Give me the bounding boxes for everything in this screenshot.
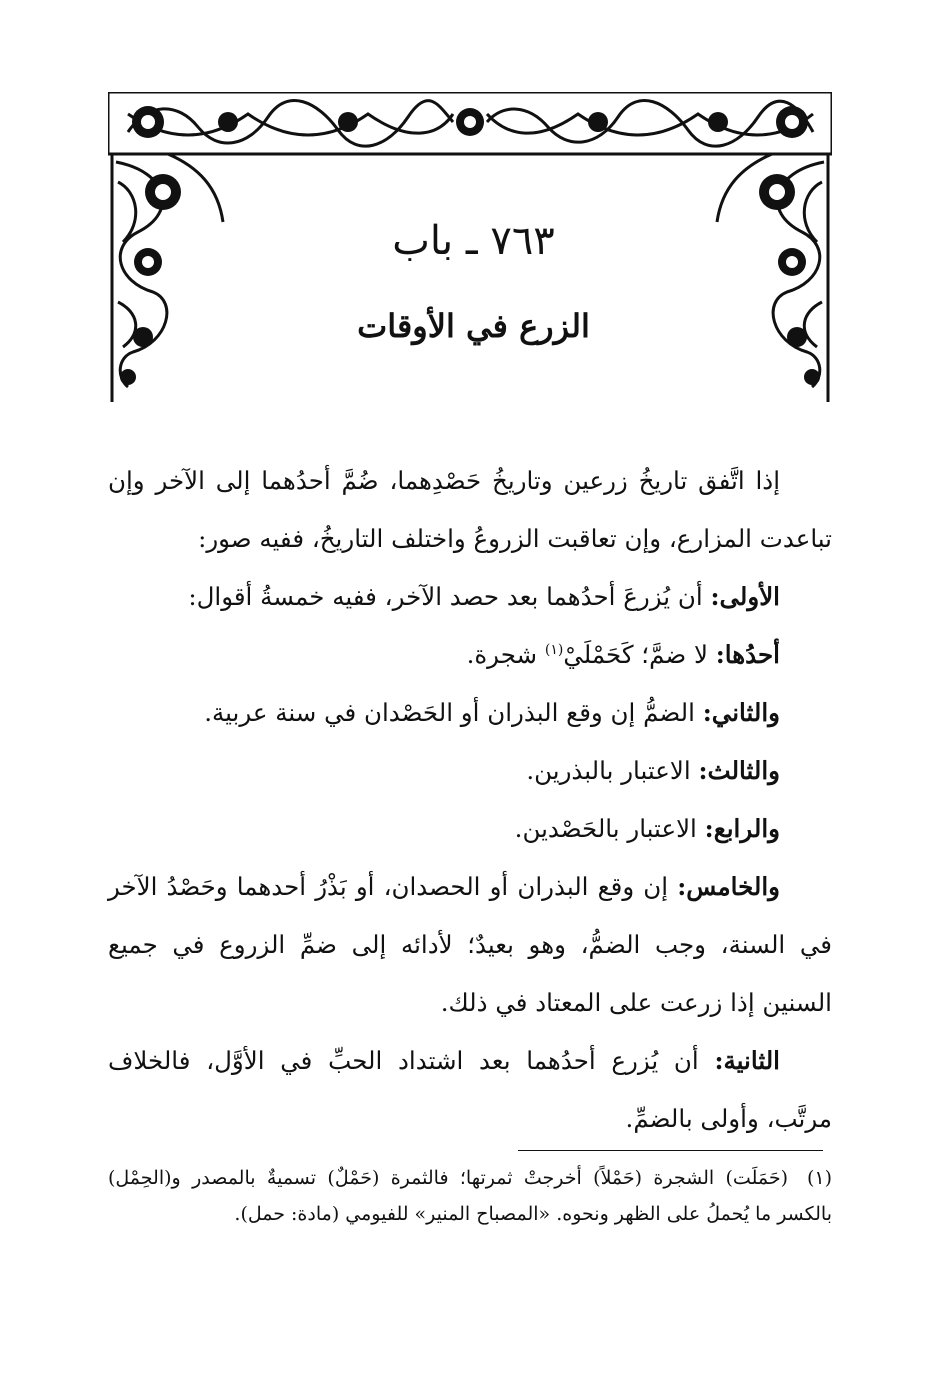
chapter-number: ٧٦٣ ـ باب — [392, 218, 555, 264]
case-first-label: الأولى: — [710, 582, 780, 611]
opinion-5-text: إن وقع البذران أو الحصدان، أو بَذْرُ أحدهما وحَصْدُ الآخر في السنة، وجب الضمُّ، وهو بعيدٌ؛ لأدائه إلى ضمِّ الزروع في جميع السنين إذا زرعت على المعتاد في ذلك. — [108, 872, 832, 1017]
case-first — [108, 568, 832, 626]
opinion-3-label: والثالث: — [698, 756, 780, 785]
footnote-marker[interactable]: (١) — [544, 641, 564, 658]
opinion-2-label: والثاني: — [702, 698, 780, 727]
case-first-text: أن يُزرعَ أحدُهما بعد حصد الآخر، ففيه خمسةُ أقوال: — [188, 582, 703, 611]
case-second-text: أن يُزرع أحدُهما بعد اشتداد الحبِّ في الأوَّل، فالخلاف مرتَّب، وأولى بالضمِّ. — [108, 1046, 832, 1133]
opinion-5-label: والخامس: — [677, 872, 780, 901]
case-second-label: الثانية: — [714, 1046, 780, 1075]
opinion-1-text-end: شجرة. — [466, 640, 538, 669]
footnote-separator — [518, 1150, 823, 1151]
opinion-2 — [108, 684, 832, 742]
footnote-number: (١) — [806, 1167, 832, 1189]
intro-paragraph: إذا اتَّفق تاريخُ زرعين وتاريخُ حَصْدِهما، ضُمَّ أحدُهما إلى الآخر وإن تباعدت المزارع، وإن تعاقبت الزروعُ واختلف التاريخُ، ففيه صور: — [108, 466, 832, 553]
case-second — [108, 1032, 832, 1148]
opinion-3 — [108, 742, 832, 800]
footnote — [108, 1160, 832, 1232]
opinion-4-label: والرابع: — [704, 814, 780, 843]
body-text — [108, 452, 832, 1148]
opinion-1 — [108, 626, 832, 684]
opinion-5 — [108, 858, 832, 1032]
opinion-4-text: الاعتبار بالحَصْدين. — [514, 814, 697, 843]
opinion-4 — [108, 800, 832, 858]
opinion-2-text: الضمُّ إن وقع البذران أو الحَصْدان في سنة عربية. — [204, 698, 695, 727]
chapter-title: الزرع في الأوقات — [357, 307, 590, 345]
opinion-3-text: الاعتبار بالبذرين. — [526, 756, 691, 785]
opinion-1-label: أحدُها: — [715, 640, 780, 669]
opinion-1-text: لا ضمَّ؛ كَحَمْلَيْ — [563, 640, 708, 669]
footnote-text: (حَمَلَت) الشجرة (حَمْلاً) أخرجتْ ثمرتها؛ فالثمرة (حَمْلٌ) تسميةٌ بالمصدر و(الحِمْل) بالكسر ما يُحملُ على الظهر ونحوه. «المصباح المنير» للفيومي (مادة: حمل). — [108, 1167, 832, 1225]
